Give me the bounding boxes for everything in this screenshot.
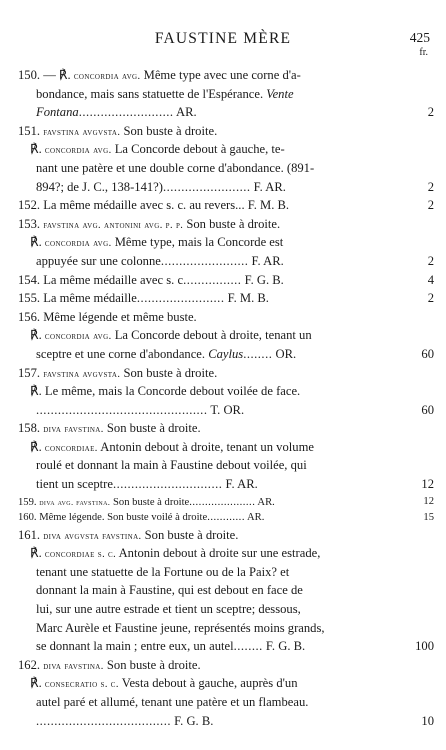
- catalogue-line: [0, 544, 446, 563]
- catalogue-line: [0, 563, 446, 582]
- line-text: [18, 419, 201, 440]
- line-text: [18, 122, 217, 143]
- line-text: [18, 289, 269, 308]
- line-text: [36, 712, 213, 731]
- catalogue-line: [0, 308, 446, 327]
- text-run: 159.: [18, 496, 40, 508]
- price-value: 2: [427, 105, 434, 120]
- text-run: Fontana: [36, 105, 79, 120]
- text-run: F. AR.: [250, 179, 286, 194]
- text-run: Son buste à droite: [110, 496, 190, 508]
- catalogue-line: [0, 289, 446, 308]
- line-text: [30, 233, 283, 254]
- text-run: Son buste à droite.: [103, 421, 201, 436]
- line-text: [36, 563, 289, 582]
- line-text: [36, 401, 244, 420]
- text-run: 160. Même légende. Son buste voilé à droite: [18, 511, 208, 523]
- text-run: OR.: [272, 346, 297, 361]
- price-value: 60: [421, 346, 434, 361]
- line-text: [18, 66, 301, 87]
- text-run: La Concorde debout à droite, tenant un: [111, 328, 312, 343]
- text-run: 150. — ℟.: [18, 68, 74, 82]
- catalogue-line: [0, 581, 446, 600]
- line-text: [36, 581, 303, 600]
- line-text: [18, 494, 275, 511]
- text-run: Son buste à droite.: [141, 527, 239, 542]
- catalogue-line: [0, 494, 446, 510]
- text-run: ........: [243, 346, 273, 361]
- text-run: ℟.: [30, 235, 45, 250]
- text-run: ............: [207, 511, 245, 523]
- text-run: 162.: [18, 657, 44, 672]
- text-run: ℟.: [30, 676, 45, 691]
- price-value: 2: [427, 291, 434, 306]
- catalogue-line: [0, 401, 446, 420]
- line-text: [36, 345, 296, 364]
- text-run: diva favstina.: [43, 424, 104, 436]
- text-run: T. OR.: [207, 402, 245, 417]
- catalogue-entries: [0, 66, 446, 730]
- line-text: [36, 637, 305, 656]
- catalogue-line: [0, 85, 446, 104]
- text-run: favstina avgvsta.: [43, 126, 121, 138]
- text-run: ........................: [160, 253, 249, 268]
- text-run: ℟.: [30, 328, 45, 343]
- text-run: autel paré et allumé, tenant une patère et un flambeau.: [36, 695, 309, 709]
- catalogue-line: [0, 382, 446, 401]
- text-run: ℟. Le même, mais la Concorde debout voilée de face.: [30, 384, 301, 399]
- text-run: ...............................................: [36, 402, 208, 417]
- line-text: [30, 544, 320, 565]
- text-run: appuyée sur une colonne: [36, 253, 161, 268]
- line-text: [36, 693, 308, 712]
- catalogue-line: [0, 526, 446, 545]
- text-run: ........: [233, 639, 263, 654]
- text-run: diva avg. favstina.: [39, 496, 111, 507]
- text-run: F. G. B.: [171, 713, 214, 728]
- line-text: [36, 85, 294, 104]
- catalogue-line: [0, 364, 446, 383]
- catalogue-line: [0, 159, 446, 178]
- line-text: [30, 382, 300, 401]
- catalogue-line: [0, 326, 446, 345]
- line-text: [18, 308, 197, 327]
- line-text: [36, 475, 258, 494]
- text-run: F. M. B.: [224, 291, 269, 306]
- price-value: 10: [421, 713, 434, 728]
- catalogue-line: [0, 140, 446, 159]
- text-run: Même type, mais la Concorde est: [111, 235, 284, 250]
- price-value: 4: [427, 272, 434, 287]
- page-number: 425: [409, 30, 430, 45]
- text-run: F. G. B.: [262, 639, 306, 654]
- text-run: F. AR.: [222, 477, 258, 492]
- text-run: favstina avg. antonini avg. p. p.: [43, 219, 184, 231]
- text-run: concordia avg.: [44, 145, 112, 157]
- catalogue-line: [0, 438, 446, 457]
- catalogue-line: [0, 233, 446, 252]
- price-unit: fr.: [419, 47, 428, 58]
- running-title: FAUSTINE MÈRE: [154, 30, 292, 47]
- text-run: ..............................: [112, 477, 223, 492]
- catalogue-line: [0, 178, 446, 197]
- catalogue-line: [0, 674, 446, 693]
- catalogue-line: [0, 122, 446, 141]
- text-run: Son buste à droite.: [183, 216, 281, 231]
- price-value: 2: [427, 179, 434, 194]
- catalogue-line: [0, 215, 446, 234]
- price-value: 12: [423, 495, 434, 507]
- text-run: concordiae s. c.: [44, 549, 117, 561]
- line-text: [36, 252, 284, 271]
- catalogue-line: [0, 196, 446, 215]
- catalogue-line: [0, 103, 446, 122]
- text-run: lui, sur une autre estrade et tient un sceptre; dessous,: [36, 602, 301, 617]
- text-run: AR.: [255, 496, 275, 508]
- text-run: diva avgvsta favstina.: [43, 530, 142, 542]
- line-text: [18, 526, 238, 547]
- text-run: .....................: [189, 496, 256, 508]
- line-text: [36, 456, 307, 475]
- line-text: [30, 140, 285, 161]
- text-run: sceptre et une corne d'abondance.: [36, 346, 209, 361]
- page-header: [0, 30, 446, 58]
- line-text: [36, 600, 301, 619]
- price-value: 100: [415, 639, 434, 654]
- text-run: Son buste à droite.: [120, 365, 218, 380]
- text-run: La Concorde debout à gauche, te-: [111, 142, 285, 157]
- text-run: tient un sceptre: [36, 477, 113, 492]
- text-run: 157.: [18, 365, 44, 380]
- text-run: Vente: [266, 86, 294, 101]
- text-run: 158.: [18, 421, 44, 436]
- text-run: concordiae.: [44, 442, 98, 454]
- text-run: Son buste à droite.: [103, 657, 201, 672]
- price-value: 15: [423, 511, 434, 523]
- text-run: Même type avec une corne d'a-: [140, 68, 301, 82]
- text-run: concordia avg.: [73, 71, 141, 82]
- text-run: diva favstina.: [43, 660, 104, 672]
- text-run: 155. La même médaille: [18, 291, 137, 306]
- catalogue-line: [0, 712, 446, 731]
- text-run: 154. La même médaille avec s. c: [18, 272, 184, 287]
- text-run: ..........................: [78, 105, 174, 120]
- text-run: roulé et donnant la main à Faustine debout voilée, qui: [36, 458, 307, 473]
- line-text: [36, 103, 197, 122]
- line-text: [36, 159, 314, 178]
- text-run: Vesta debout à gauche, auprès d'un: [118, 676, 298, 691]
- text-run: AR.: [244, 511, 265, 523]
- line-text: [18, 215, 280, 236]
- text-run: ℟.: [30, 439, 45, 454]
- text-run: Marc Aurèle et Faustine jeune, représentés moins grands,: [36, 620, 325, 635]
- text-run: Antonin debout à droite, tenant un volume: [97, 439, 314, 454]
- price-value: 12: [421, 477, 434, 492]
- text-run: tenant une statuette de la Fortune ou de la Paix? et: [36, 564, 290, 579]
- text-run: Son buste à droite.: [120, 123, 218, 138]
- line-text: [18, 510, 264, 526]
- line-text: [18, 271, 284, 290]
- text-run: 153.: [18, 216, 44, 231]
- line-text: [18, 656, 201, 677]
- catalogue-line: [0, 66, 446, 85]
- text-run: ℟.: [30, 546, 45, 561]
- catalogue-line: [0, 475, 446, 494]
- line-text: [18, 196, 289, 215]
- line-text: [30, 438, 314, 459]
- line-text: [36, 178, 286, 197]
- price-value: 2: [427, 198, 434, 213]
- text-run: 161.: [18, 527, 44, 542]
- text-run: nant une patère et une double corne d'abondance. (891-: [36, 160, 315, 175]
- text-run: se donnant la main ; entre eux, un autel: [36, 639, 234, 654]
- line-text: [30, 674, 298, 695]
- text-run: AR.: [173, 105, 197, 120]
- catalogue-line: [0, 656, 446, 675]
- catalogue-line: [0, 600, 446, 619]
- text-run: ........................: [136, 291, 225, 306]
- catalogue-line: [0, 252, 446, 271]
- price-value: 60: [421, 402, 434, 417]
- text-run: 156. Même légende et même buste.: [18, 309, 197, 324]
- catalogue-line: [0, 693, 446, 712]
- text-run: bondance, mais sans statuette de l'Espérance.: [36, 86, 267, 101]
- price-value: 2: [427, 253, 434, 268]
- text-run: Antonin debout à droite sur une estrade,: [116, 546, 321, 561]
- text-run: consecratio s. c.: [44, 679, 119, 691]
- text-run: 894?; de J. C., 138-141?): [36, 179, 163, 194]
- text-run: 151.: [18, 123, 44, 138]
- catalogue-line: [0, 456, 446, 475]
- catalogue-line: [0, 419, 446, 438]
- line-text: [36, 619, 325, 638]
- text-run: F. AR.: [248, 253, 284, 268]
- text-run: favstina avgvsta.: [43, 368, 121, 380]
- text-run: 152. La même médaille avec s. c. au revers... F. M. B.: [18, 198, 290, 213]
- text-run: ℟.: [30, 142, 45, 157]
- text-run: concordia avg.: [44, 238, 112, 250]
- text-run: ........................: [162, 179, 251, 194]
- text-run: Caylus: [208, 346, 244, 361]
- text-run: .....................................: [36, 713, 171, 728]
- line-text: [18, 364, 217, 385]
- text-run: donnant la main à Faustine, qui est debout en face de: [36, 583, 303, 598]
- text-run: ................: [183, 272, 242, 287]
- catalogue-line: [0, 510, 446, 526]
- catalogue-line: [0, 637, 446, 656]
- catalogue-line: [0, 619, 446, 638]
- catalogue-line: [0, 345, 446, 364]
- text-run: F. G. B.: [241, 272, 284, 287]
- text-run: concordia avg.: [44, 331, 112, 343]
- line-text: [30, 326, 312, 347]
- catalogue-line: [0, 271, 446, 290]
